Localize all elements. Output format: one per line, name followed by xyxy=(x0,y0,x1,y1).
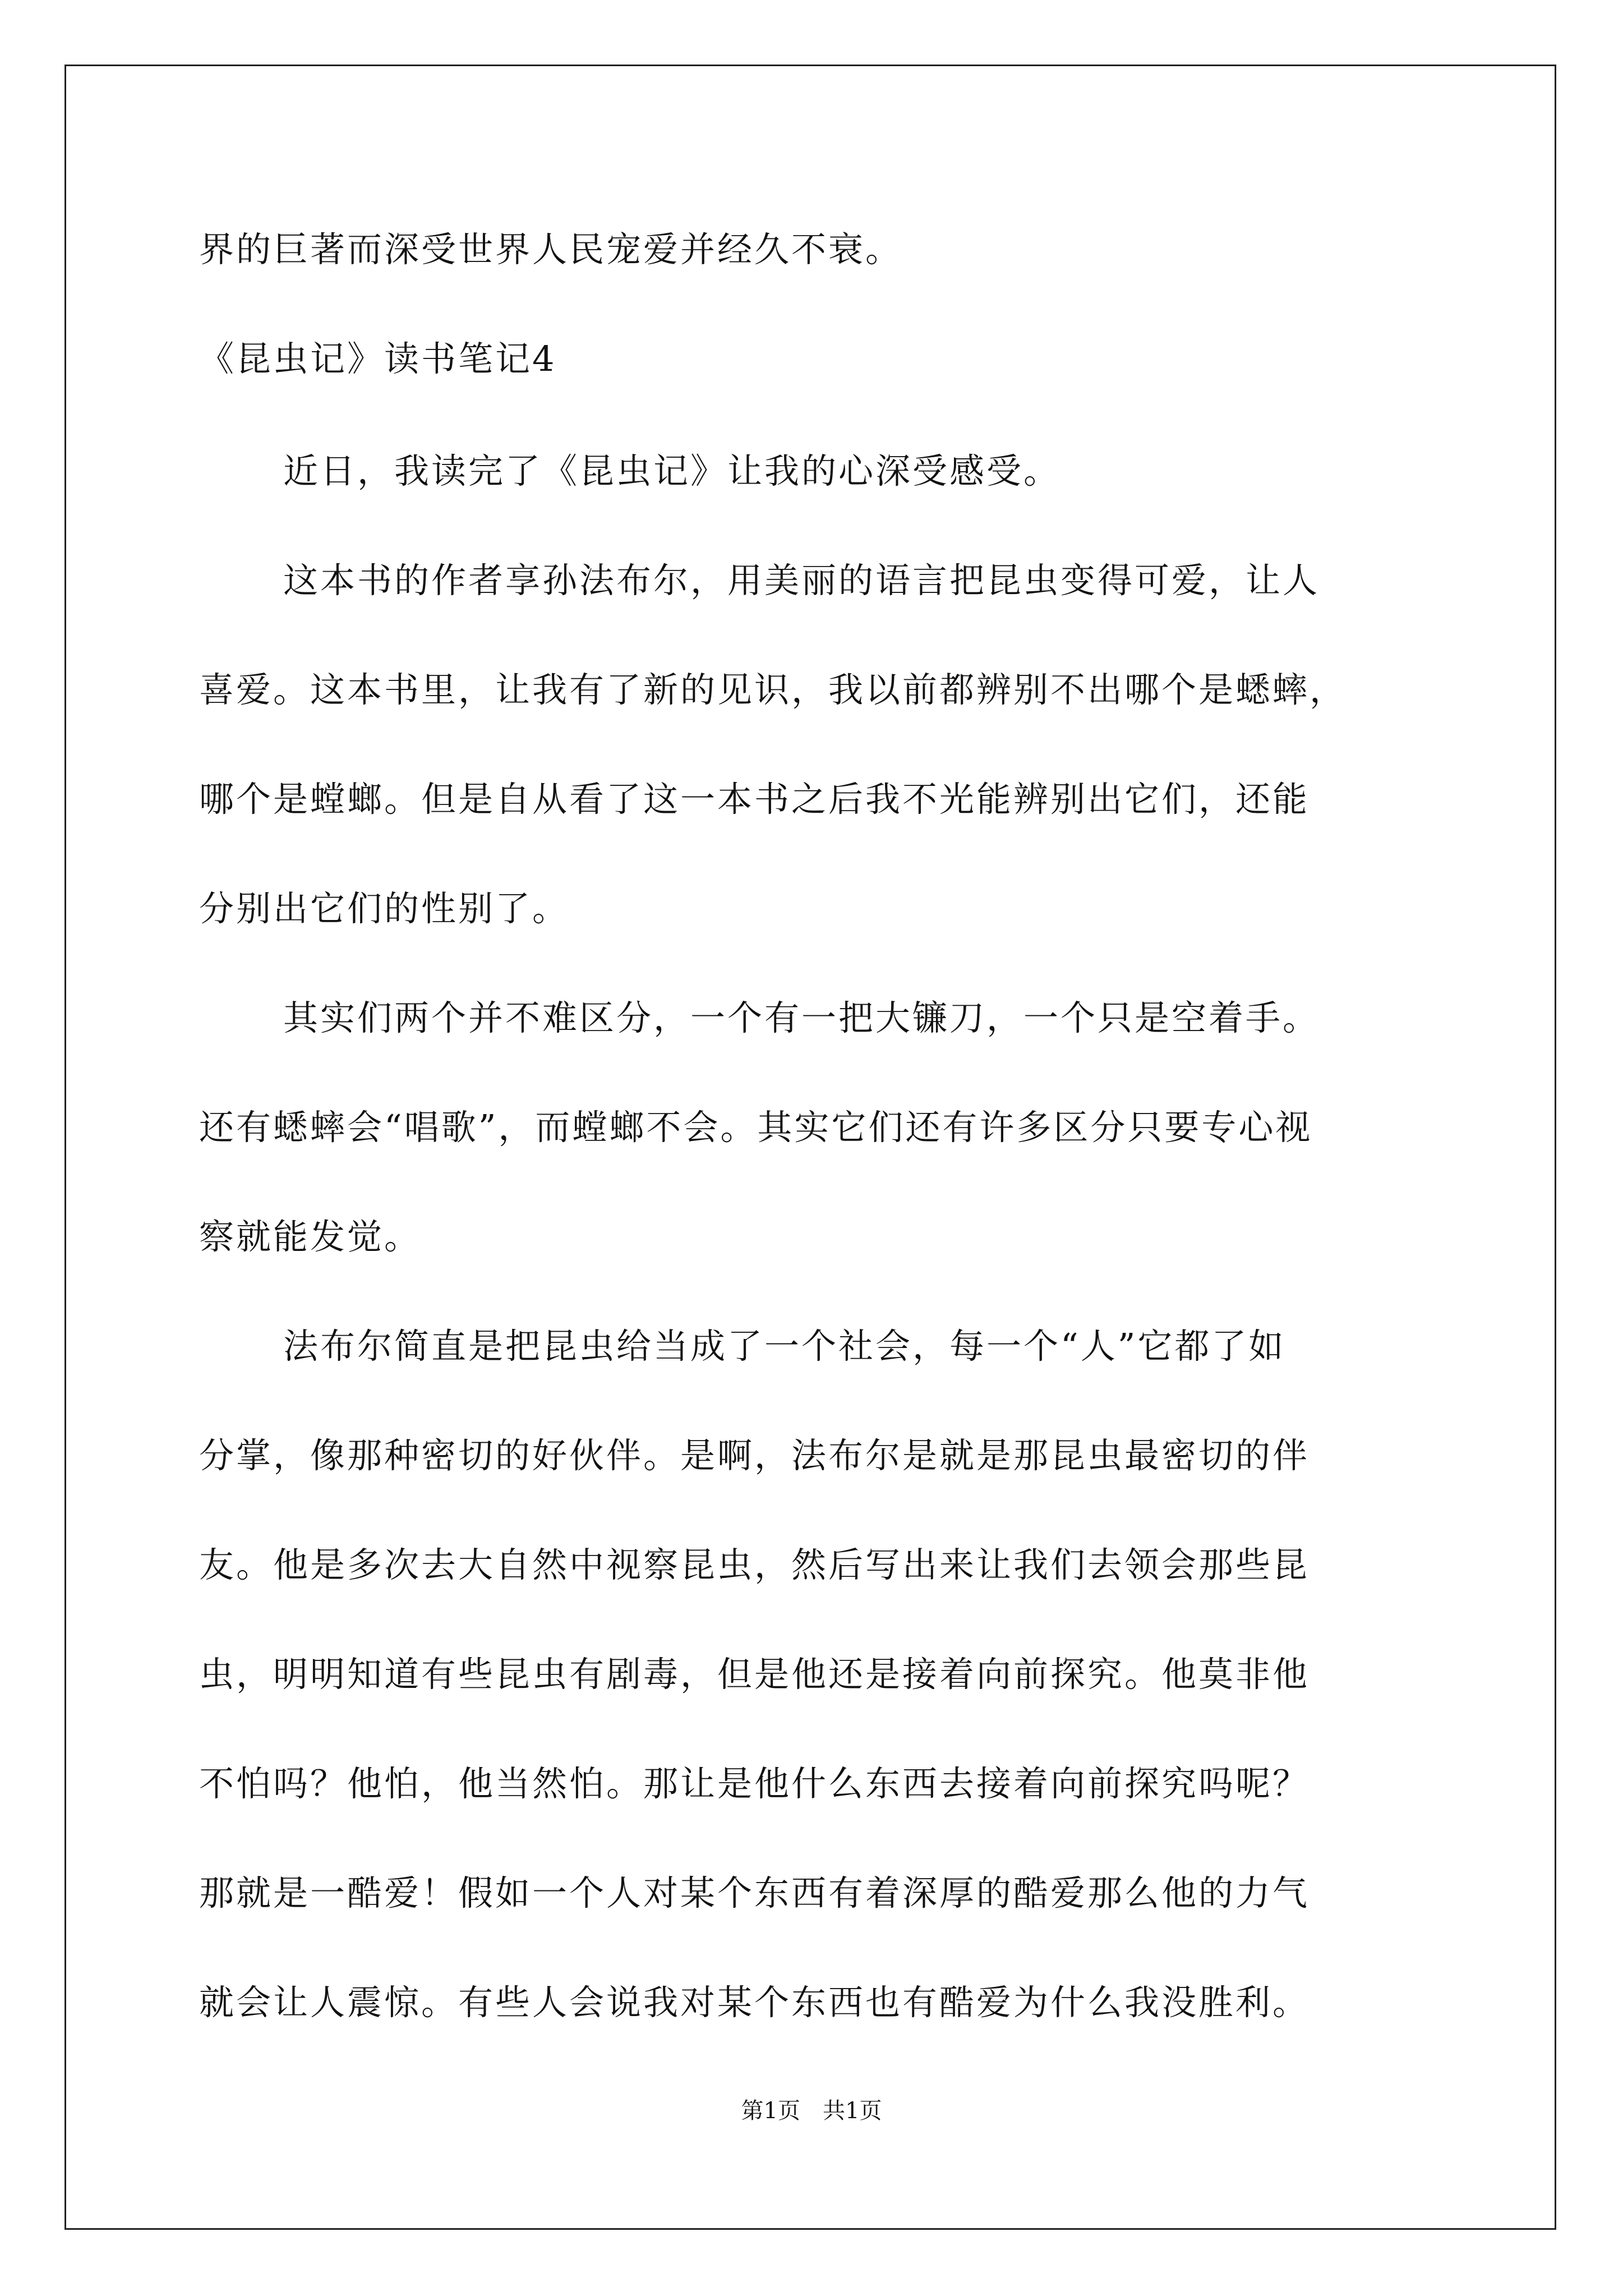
text-line: 法布尔简直是把昆虫给当成了一个社会，每一个“人”它都了如 xyxy=(283,1326,1286,1366)
text-line: 不怕吗？他怕，他当然怕。那让是他什么东西去接着向前探究吗呢？ xyxy=(199,1763,1310,1804)
text-line: 界的巨著而深受世界人民宠爱并经久不衰。 xyxy=(199,229,903,270)
text-line: 虫，明明知道有些昆虫有剧毒，但是他还是接着向前探究。他莫非他 xyxy=(199,1654,1310,1695)
section-title: 《昆虫记》读书笔记4 xyxy=(199,338,557,379)
text-line: 察就能发觉。 xyxy=(199,1216,422,1257)
page-number-footer: 第1页 共1页 xyxy=(741,2098,882,2124)
text-line: 分掌，像那种密切的好伙伴。是啊，法布尔是就是那昆虫最密切的伴 xyxy=(199,1435,1310,1476)
text-line: 哪个是螳螂。但是自从看了这一本书之后我不光能辨别出它们，还能 xyxy=(199,779,1310,820)
text-line: 就会让人震惊。有些人会说我对某个东西也有酷爱为什么我没胜利。 xyxy=(199,1982,1310,2023)
text-line: 这本书的作者享孙法布尔，用美丽的语言把昆虫变得可爱，让人 xyxy=(283,560,1320,601)
text-line: 喜爱。这本书里，让我有了新的见识，我以前都辨别不出哪个是蟋蟀， xyxy=(199,669,1347,710)
text-line: 其实们两个并不难区分，一个有一把大镰刀，一个只是空着手。 xyxy=(283,997,1320,1038)
text-line: 那就是一酷爱！假如一个人对某个东西有着深厚的酷爱那么他的力气 xyxy=(199,1872,1310,1913)
text-line: 分别出它们的性别了。 xyxy=(199,888,570,929)
text-line: 友。他是多次去大自然中视察昆虫，然后写出来让我们去领会那些昆 xyxy=(199,1544,1310,1585)
text-line: 近日，我读完了《昆虫记》让我的心深受感受。 xyxy=(283,450,1061,491)
text-line: 还有蟋蟀会“唱歌”，而螳螂不会。其实它们还有许多区分只要专心视 xyxy=(199,1107,1313,1148)
